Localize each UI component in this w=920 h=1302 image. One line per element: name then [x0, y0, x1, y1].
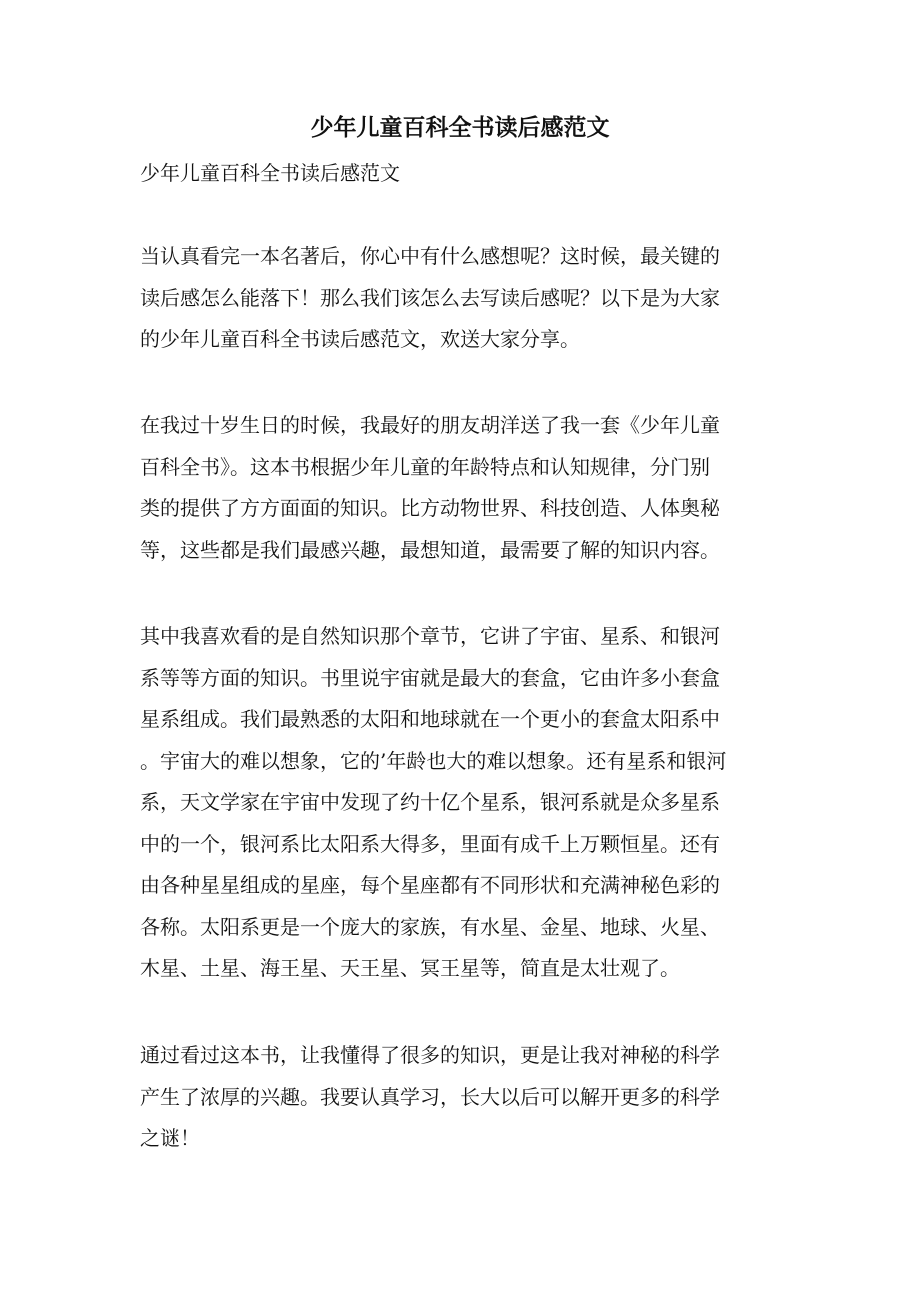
paragraph-line: 读后感怎么能落下！那么我们该怎么去写读后感呢？以下是为大家 [140, 285, 720, 310]
paragraph-intro [140, 236, 800, 361]
paragraph-conclusion [140, 1035, 800, 1160]
paragraph-line: 系，天文学家在宇宙中发现了约十亿个星系，银河系就是众多星系 [140, 790, 720, 814]
paragraph-universe [140, 616, 800, 990]
document-title: 少年儿童百科全书读后感范文 [310, 114, 610, 141]
paragraph-line: 产生了浓厚的兴趣。我要认真学习，长大以后可以解开更多的科学 [140, 1084, 720, 1109]
paragraph-line: 之谜！ [140, 1126, 200, 1150]
paragraph-line: 。宇宙大的难以想象，它的’年龄也大的难以想象。还有星系和银河 [140, 748, 727, 773]
paragraph-line: 当认真看完一本名著后，你心中有什么感想呢？这时候，最关键的 [140, 244, 720, 268]
paragraph-birthday-gift [140, 405, 800, 571]
paragraph-line: 在我过十岁生日的时候，我最好的朋友胡洋送了我一套《少年儿童 [140, 413, 720, 437]
paragraph-line: 系等等方面的知识。书里说宇宙就是最大的套盒，它由许多小套盒 [140, 665, 720, 690]
paragraph-line: 木星、土星、海王星、天王星、冥王星等，简直是太壮观了。 [140, 956, 680, 980]
paragraph-line: 类的提供了方方面面的知识。比方动物世界、科技创造、人体奥秘 [140, 496, 720, 520]
paragraph-line: 的少年儿童百科全书读后感范文，欢送大家分享。 [140, 327, 580, 351]
paragraph-line: 百科全书》。这本书根据少年儿童的年龄特点和认知规律，分门别 [140, 454, 710, 479]
paragraph-line: 中的一个，银河系比太阳系大得多，里面有成千上万颗恒星。还有 [140, 831, 720, 856]
paragraph-line: 星系组成。我们最熟悉的太阳和地球就在一个更小的套盒太阳系中 [140, 707, 720, 731]
paragraph-line: 由各种星星组成的星座，每个星座都有不同形状和充满神秘色彩的 [140, 873, 720, 897]
paragraph-line: 等，这些都是我们最感兴趣，最想知道，最需要了解的知识内容。 [140, 537, 720, 562]
document-subtitle: 少年儿童百科全书读后感范文 [140, 161, 400, 185]
paragraph-line: 各称。太阳系更是一个庞大的家族，有水星、金星、地球、火星、 [140, 914, 720, 939]
paragraph-line: 通过看过这本书，让我懂得了很多的知识，更是让我对神秘的科学 [140, 1043, 720, 1067]
paragraph-line: 其中我喜欢看的是自然知识那个章节，它讲了宇宙、星系、和银河 [140, 624, 720, 648]
